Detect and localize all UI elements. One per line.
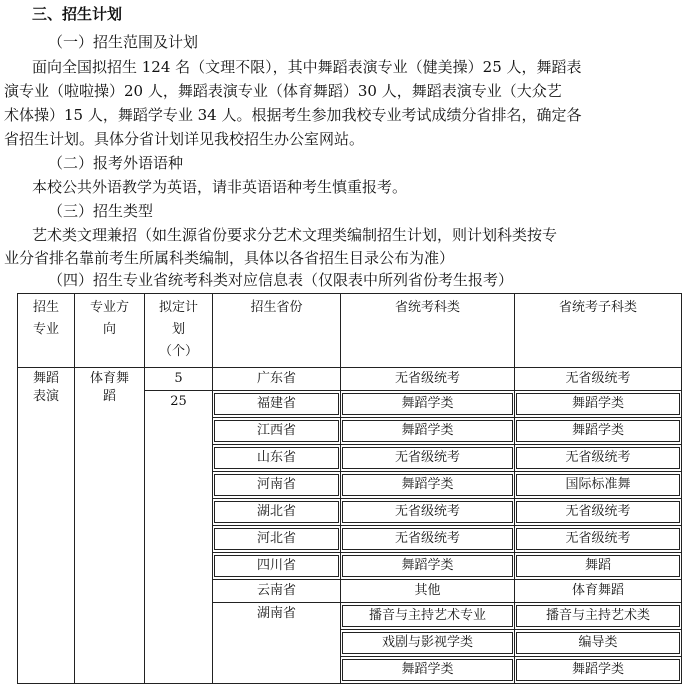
province-cell: 山东省 [213, 445, 341, 472]
subcategory-cell: 舞蹈学类 [515, 657, 682, 684]
subcategory-cell: 无省级统考 [515, 445, 682, 472]
paragraph-line: 演专业（啦啦操）20 人，舞蹈表演专业（体育舞蹈）30 人，舞蹈表演专业（大众艺 [4, 82, 562, 100]
category-cell: 无省级统考 [341, 445, 515, 472]
subcategory-cell: 无省级统考 [515, 499, 682, 526]
province-cell: 江西省 [213, 418, 341, 445]
category-cell: 舞蹈学类 [341, 553, 515, 580]
category-cell: 无省级统考 [341, 526, 515, 553]
paragraph-line: 艺术类文理兼招（如生源省份要求分艺术文理类编制招生计划，则计划科类按专 [32, 226, 558, 244]
subcategory-cell: 无省级统考 [515, 526, 682, 553]
subsection-1-title: （一）招生范围及计划 [48, 33, 199, 51]
subcategory-cell: 无省级统考 [515, 368, 682, 391]
province-cell: 云南省 [213, 580, 341, 603]
paragraph-line: 面向全国拟招生 124 名（文理不限），其中舞蹈表演专业（健美操）25 人，舞蹈表 [32, 58, 582, 76]
exam-category-table [17, 293, 682, 684]
subcategory-cell: 舞蹈学类 [515, 391, 682, 418]
subcategory-cell: 编导类 [515, 630, 682, 657]
section-title: 三、招生计划 [32, 5, 123, 23]
category-cell: 舞蹈学类 [341, 391, 515, 418]
province-cell-hunan: 湖南省 [213, 603, 341, 684]
category-cell: 无省级统考 [341, 368, 515, 391]
province-cell: 河北省 [213, 526, 341, 553]
paragraph-line: 本校公共外语教学为英语，请非英语语种考生慎重报考。 [32, 178, 408, 196]
subcategory-cell: 舞蹈学类 [515, 418, 682, 445]
plan-cell: 5 [145, 368, 213, 391]
header-plan: 拟定计 划 （个） [145, 294, 213, 368]
province-cell: 四川省 [213, 553, 341, 580]
category-cell: 舞蹈学类 [341, 472, 515, 499]
table-header-row [18, 294, 682, 368]
subsection-4-title: （四）招生专业省统考科类对应信息表（仅限表中所列省份考生报考） [48, 271, 514, 289]
category-cell: 播音与主持艺术专业 [341, 603, 515, 630]
category-cell: 无省级统考 [341, 499, 515, 526]
province-cell: 广东省 [213, 368, 341, 391]
province-cell: 福建省 [213, 391, 341, 418]
paragraph-line: 省招生计划。具体分省计划详见我校招生办公室网站。 [4, 130, 365, 148]
header-province: 招生省份 [213, 294, 341, 368]
subcategory-cell: 播音与主持艺术类 [515, 603, 682, 630]
category-cell: 其他 [341, 580, 515, 603]
category-cell: 舞蹈学类 [341, 657, 515, 684]
plan-cell: 25 [145, 391, 213, 684]
subsection-3-title: （三）招生类型 [48, 202, 154, 220]
subsection-2-title: （二）报考外语语种 [48, 154, 184, 172]
subcategory-cell: 国际标准舞 [515, 472, 682, 499]
header-exam-subcategory: 省统考子科类 [515, 294, 682, 368]
paragraph-line: 术体操）15 人，舞蹈学专业 34 人。根据考生参加我校专业考试成绩分省排名，确定各 [4, 106, 582, 124]
paragraph-line: 业分省排名靠前考生所属科类编制，具体以各省招生目录公布为准） [4, 249, 455, 267]
category-cell: 舞蹈学类 [341, 418, 515, 445]
header-direction: 专业方 向 [75, 294, 145, 368]
subcategory-cell: 体育舞蹈 [515, 580, 682, 603]
subcategory-cell: 舞蹈 [515, 553, 682, 580]
header-exam-category: 省统考科类 [341, 294, 515, 368]
table-row [18, 368, 682, 391]
direction-cell: 体育舞 蹈 [75, 368, 145, 684]
major-cell: 舞蹈 表演 [18, 368, 75, 684]
header-major: 招生 专业 [18, 294, 75, 368]
province-cell: 河南省 [213, 472, 341, 499]
province-cell: 湖北省 [213, 499, 341, 526]
category-cell: 戏剧与影视学类 [341, 630, 515, 657]
